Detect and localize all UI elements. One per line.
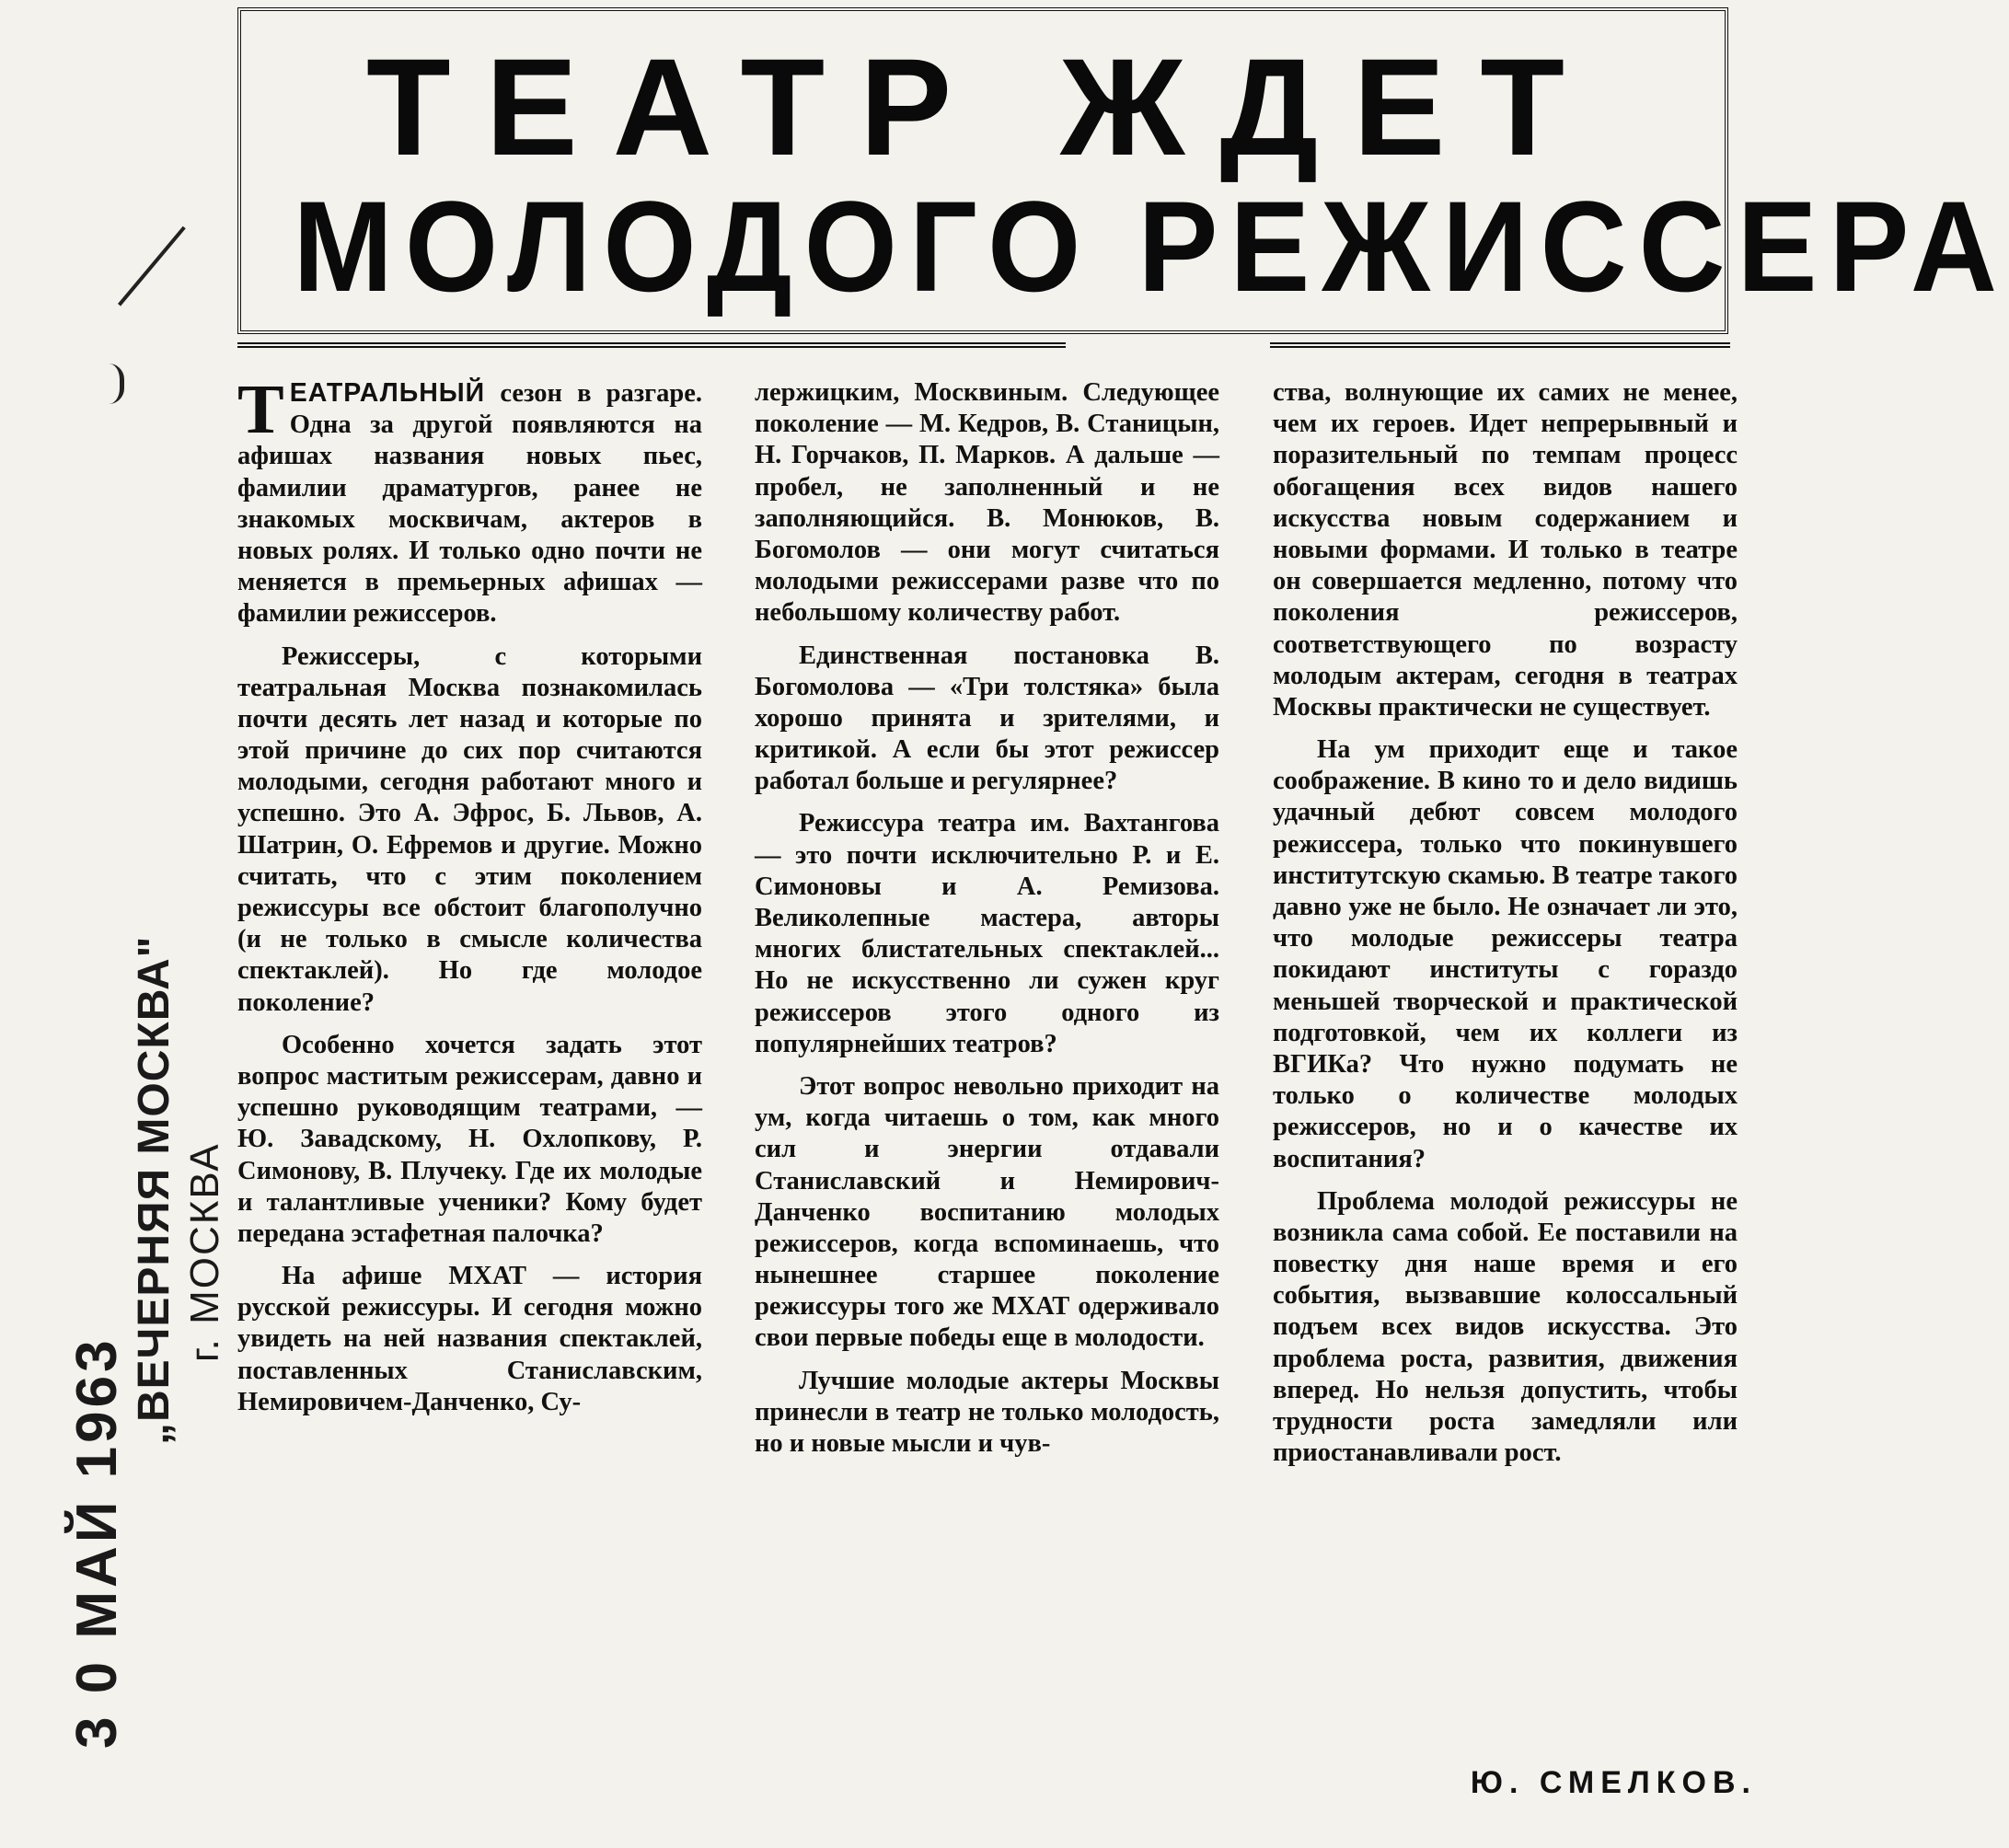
- lead-word: ЕАТРАЛЬНЫЙ: [289, 378, 486, 408]
- paragraph-text: сезон в разгаре. Одна за другой появляются на афишах названия новых пьес, фамилии драматургов, ранее не знакомых москвичам, актеров в новых ролях. И только одно почти не меняется в премьерных афишах — фамилии режиссеров.: [237, 379, 702, 629]
- paragraph: Этот вопрос невольно приходит на ум, когда читаешь о том, как много сил и энергии отдавали Станиславский и Немирович-Данченко воспитанию молодых режиссеров, когда вспоминаешь, что нынешнее старшее поколение режиссуры того же МХАТ одерживало свои первые победы еще в молодости.: [755, 1071, 1219, 1353]
- stamp-newspaper: „ВЕЧЕРНЯЯ МОСКВА": [130, 935, 179, 1445]
- paragraph: На афише МХАТ — история русской режиссуры. И сегодня можно увидеть на ней названия спектаклей, поставленных Станиславским, Немировичем-Данченко, Су-: [237, 1262, 702, 1416]
- headline-rule-left: [237, 342, 1066, 348]
- stamp-city: г. МОСКВА: [182, 1142, 227, 1362]
- paragraph: Лучшие молодые актеры Москвы принесли в театр не только молодость, но и новые мысли и чув-: [755, 1366, 1219, 1458]
- paragraph: Проблема молодой режиссуры не возникла сама собой. Ее поставили на повестку дня наше время и его события, вызвавшие колоссальный подъем всех видов искусства. Это проблема роста, развития, движения вперед. Но нельзя допустить, чтобы трудности роста замедляли или приостанавливали рост.: [1273, 1186, 1738, 1468]
- author-signature: Ю. СМЕЛКОВ.: [1470, 1765, 1757, 1800]
- archive-stamp: [28, 479, 227, 1749]
- article-body: [237, 371, 1738, 1795]
- stamp-date: 3 0 МАЙ 1963: [65, 1336, 129, 1749]
- paragraph: [237, 371, 702, 630]
- paragraph: На ум приходит еще и такое соображение. В кино то и дело видишь удачный дебют совсем молодого режиссера, только что покинувшего институтскую скамью. В театре такого давно уже не было. Не означает ли это, что молодые режиссеры театра покидают институты с гораздо меньшей творческой и практической подготовкой, чем их коллеги из ВГИКа? Что нужно подумать не только о количестве молодых режиссеров, но и о качестве их воспитания?: [1273, 735, 1738, 1173]
- headline-line-2: МОЛОДОГО РЕЖИССЕРА: [293, 174, 2009, 318]
- article-column-3: [1273, 377, 1738, 1480]
- paragraph: Особенно хочется задать этот вопрос маститым режиссерам, давно и успешно руководящим театрами, — Ю. Завадскому, Н. Охлопкову, Р. Симонову, В. Плучеку. Где их молодые и талантливые ученики? Кому будет передана эстафетная палочка?: [237, 1030, 702, 1248]
- paragraph: Режиссура театра им. Вахтангова — это почти исключительно Р. и Е. Симоновы и А. Ремизова. Великолепные мастера, авторы многих блистательных спектаклей... Но не искусственно ли сужен круг режиссеров этого одного из популярнейших театров?: [755, 809, 1219, 1058]
- paragraph: ства, волнующие их самих не менее, чем их героев. Идет непрерывный и поразительный по темпам процесс обогащения всех видов нашего искусства новым содержанием и новыми формами. И только в театре он совершается медленно, потому что поколения режиссеров, соответствующего по возрасту молодым актерам, сегодня в театрах Москвы практически не существует.: [1273, 378, 1738, 722]
- paragraph: лержицким, Москвиным. Следующее поколение — М. Кедров, В. Станицын, Н. Горчаков, П. Марков. А дальше — пробел, не заполненный и не заполняющийся. В. Монюков, В. Богомолов — они могут считаться молодыми режиссерами разве что по небольшому количеству работ.: [755, 378, 1219, 628]
- headline-rule-right: [1270, 342, 1730, 348]
- drop-cap: Т: [237, 371, 284, 448]
- headline-box: [237, 7, 2009, 334]
- pen-mark-bracket: [109, 364, 124, 404]
- paragraph: Режиссеры, с которыми театральная Москва познакомилась почти десять лет назад и которые по этой причине до сих пор считаются молодыми, сегодня работают много и успешно. Это А. Эфрос, Б. Львов, А. Шатрин, О. Ефремов и другие. Можно считать, что с этим поколением режиссуры все обстоит благополучно (и не только в смысле количества спектаклей). Но где молодое поколение?: [237, 641, 702, 1017]
- paragraph: Единственная постановка В. Богомолова — «Три толстяка» была хорошо принята и зрителями, и критикой. А если бы этот режиссер работал больше и регулярнее?: [755, 641, 1219, 796]
- article-column-2: [755, 377, 1219, 1471]
- pen-mark: [118, 226, 186, 306]
- headline-line-1: ТЕАТР ЖДЕТ: [366, 29, 1599, 184]
- article-column-1: [237, 371, 702, 1429]
